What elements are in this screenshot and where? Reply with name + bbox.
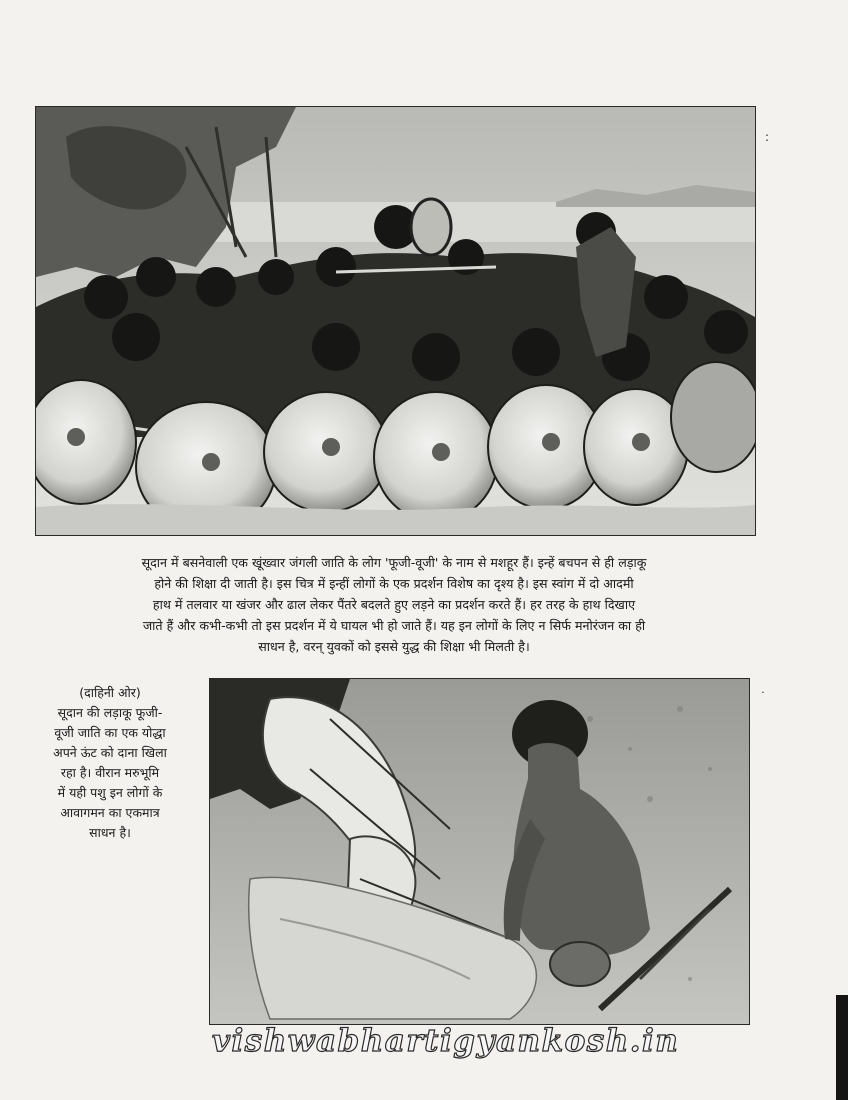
watermark-text: vishwabhartigyankosh.in bbox=[212, 1023, 680, 1059]
caption-line: जाते हैं और कभी-कभी तो इस प्रदर्शन में ये घायल भी हो जाते हैं। यह इन लोगों के लिए न सिर्फ मनोरंजन का ही bbox=[142, 618, 646, 633]
caption-line: में यही पशु इन लोगों के bbox=[57, 785, 163, 800]
main-photo-caption bbox=[36, 552, 752, 657]
caption-line: हाथ में तलवार या खंजर और ढाल लेकर पैंतरे बदलते हुए लड़ने का प्रदर्शन करते हैं। हर तरह के हाथ दिखाए bbox=[152, 597, 636, 612]
caption-line: होने की शिक्षा दी जाती है। इस चित्र में इन्हीं लोगों के एक प्रदर्शन विशेष का दृश्य है। इस स्वांग में दो आदमी bbox=[154, 576, 634, 591]
caption-side-heading: (दाहिनी ओर) bbox=[79, 685, 141, 700]
caption-line: साधन है, वरन् युवकों को इससे युद्ध की शिक्षा भी मिलती है। bbox=[258, 639, 530, 654]
caption-line: सूदान की लड़ाकू फूजी- bbox=[57, 705, 163, 720]
warriors-shields-photo bbox=[35, 106, 756, 536]
scan-speck: ˙ bbox=[760, 690, 766, 704]
warriors-shields-illustration bbox=[36, 107, 755, 535]
caption-line: वूजी जाति का एक योद्धा bbox=[54, 725, 166, 740]
caption-line: साधन है। bbox=[89, 825, 131, 840]
caption-line: अपने ऊंट को दाना खिला bbox=[53, 745, 167, 760]
scan-edge-bar bbox=[836, 995, 848, 1100]
caption-line: रहा है। वीरान मरुभूमि bbox=[60, 765, 160, 780]
warrior-camel-illustration bbox=[210, 679, 749, 1024]
scan-speck: : bbox=[765, 130, 770, 144]
caption-line: आवागमन का एकमात्र bbox=[60, 805, 160, 820]
warrior-feeding-camel-photo bbox=[209, 678, 750, 1025]
caption-line: सूदान में बसनेवाली एक खूंख्वार जंगली जाति के लोग 'फूजी-वूजी' के नाम से मशहूर हैं। इन्हें बचपन से ही लड़ाकू bbox=[141, 555, 647, 570]
side-photo-caption bbox=[20, 683, 200, 843]
